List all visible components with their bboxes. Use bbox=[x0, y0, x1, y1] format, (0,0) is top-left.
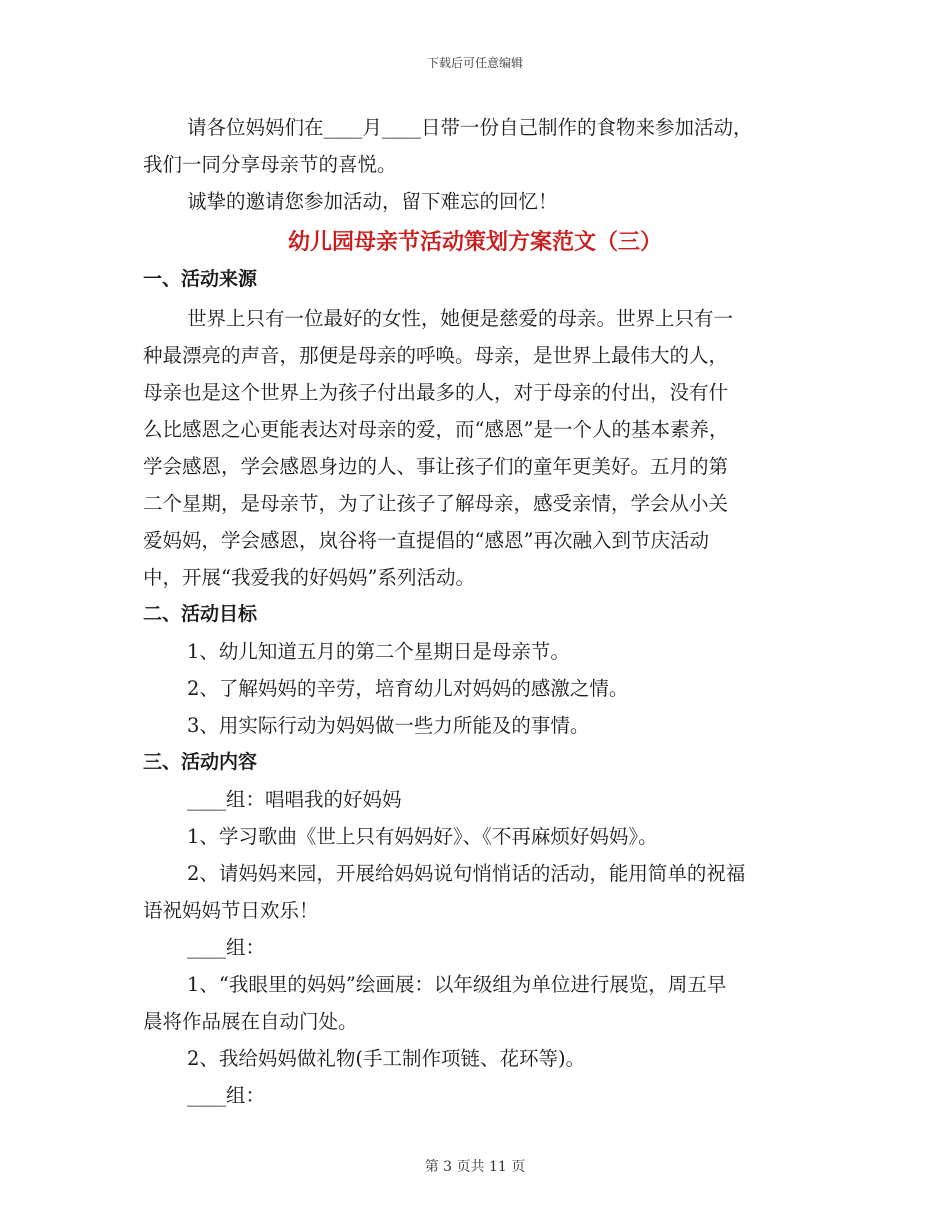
goal-item: 2、了解妈妈的辛劳，培育幼儿对妈妈的感激之情。 bbox=[187, 677, 629, 700]
document-title: 幼儿园母亲节活动策划方案范文（三） bbox=[287, 230, 662, 255]
section-1-heading: 一、活动来源 bbox=[143, 268, 258, 290]
section-1-line: 二个星期，是母亲节，为了让孩子了解母亲，感受亲情，学会从小关 bbox=[143, 492, 729, 515]
page-number-footer: 第 3 页共 11 页 bbox=[424, 1159, 526, 1175]
group-1-item: 2、请妈妈来园，开展给妈妈说句悄悄话的活动，能用简单的祝福 bbox=[187, 862, 746, 885]
group-1-item-continuation: 语祝妈妈节日欢乐！ bbox=[143, 899, 319, 922]
group-1-item: 1、学习歌曲《世上只有妈妈好》、《不再麻烦好妈妈》。 bbox=[187, 825, 658, 848]
section-1-line: 爱妈妈，学会感恩，岚谷将一直提倡的“感恩”再次融入到节庆活动 bbox=[143, 529, 709, 552]
section-3-heading: 三、活动内容 bbox=[143, 751, 258, 773]
group-2-item-continuation: 晨将作品展在自动门处。 bbox=[143, 1010, 358, 1033]
section-1-line: 母亲也是这个世界上为孩子付出最多的人，对于母亲的付出，没有什 bbox=[143, 381, 729, 404]
group-2-label: ____组： bbox=[187, 936, 266, 959]
section-1-line: 种最漂亮的声音，那便是母亲的呼唤。母亲，是世界上最伟大的人， bbox=[143, 344, 729, 367]
section-1-line: 世界上只有一位最好的女性，她便是慈爱的母亲。世界上只有一 bbox=[187, 307, 734, 330]
section-1-line: 中，开展“我爱我的好妈妈”系列活动。 bbox=[143, 566, 475, 589]
goal-item: 1、幼儿知道五月的第二个星期日是母亲节。 bbox=[187, 640, 570, 663]
goal-item: 3、用实际行动为妈妈做一些力所能及的事情。 bbox=[187, 714, 590, 737]
group-3-label: ____组： bbox=[187, 1084, 266, 1107]
group-2-item: 1、“我眼里的妈妈”绘画展：以年级组为单位进行展览，周五早 bbox=[187, 973, 727, 996]
intro-line-1: 请各位妈妈们在____月____日带一份自己制作的食物来参加活动， bbox=[187, 116, 753, 139]
group-1-label: ____组：唱唱我的好妈妈 bbox=[187, 788, 402, 811]
section-1-line: 么比感恩之心更能表达对母亲的爱，而“感恩”是一个人的基本素养， bbox=[143, 418, 729, 441]
intro-line-2: 我们一同分享母亲节的喜悦。 bbox=[143, 153, 397, 176]
section-2-heading: 二、活动目标 bbox=[143, 603, 258, 625]
header-note: 下载后可任意编辑 bbox=[426, 56, 523, 70]
intro-line-3: 诚挚的邀请您参加活动，留下难忘的回忆！ bbox=[187, 190, 558, 213]
group-2-item: 2、我给妈妈做礼物(手工制作项链、花环等)。 bbox=[187, 1047, 586, 1070]
section-1-line: 学会感恩，学会感恩身边的人、事让孩子们的童年更美好。五月的第 bbox=[143, 455, 729, 478]
